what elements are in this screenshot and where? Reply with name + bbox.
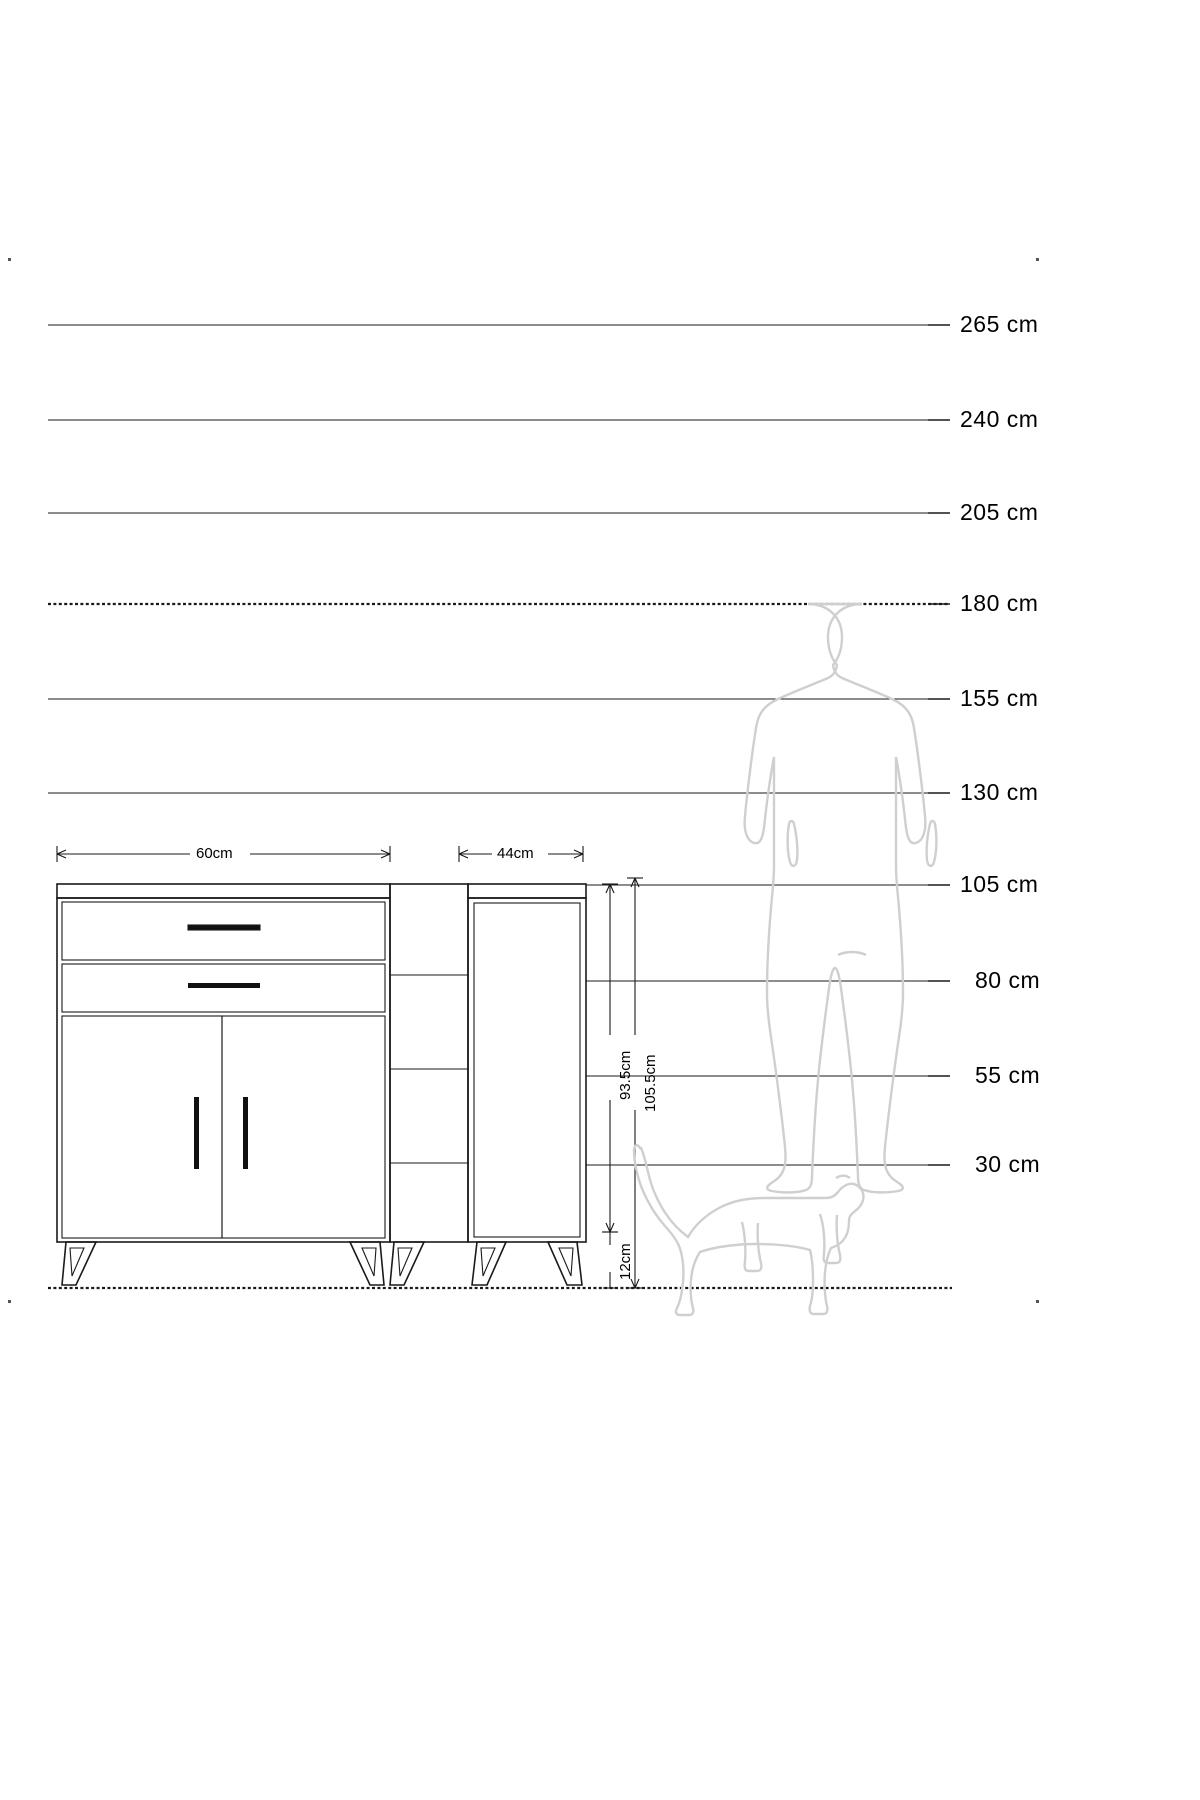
middle-cabinet-unit[interactable] — [390, 884, 468, 1285]
height-dimension-12cm — [603, 1232, 617, 1288]
human-silhouette — [745, 604, 937, 1192]
scale-label-30: 30 cm — [975, 1151, 1041, 1177]
scale-label-130: 130 cm — [960, 779, 1039, 805]
width-label-60cm: 60cm — [196, 845, 233, 862]
corner-tick-bottom-left — [8, 1300, 11, 1303]
scale-label-105: 105 cm — [960, 871, 1039, 897]
corner-tick-bottom-right — [1036, 1300, 1039, 1303]
height-label-93-5cm: 93.5cm — [617, 1050, 634, 1100]
width-label-44cm: 44cm — [497, 845, 534, 862]
scale-label-155: 155 cm — [960, 685, 1039, 711]
corner-tick-top-left — [8, 258, 11, 261]
height-label-105-5cm: 105.5cm — [642, 1054, 659, 1112]
scale-label-80: 80 cm — [975, 967, 1041, 993]
scale-lines-group — [48, 325, 948, 1165]
scale-label-240: 240 cm — [960, 406, 1039, 432]
height-dimension-93_5cm — [602, 884, 618, 1232]
sideboard-cabinet[interactable] — [57, 884, 390, 1285]
corner-tick-top-right — [1036, 258, 1039, 261]
scale-label-ticks — [928, 325, 950, 1165]
scale-label-205: 205 cm — [960, 499, 1039, 525]
scale-label-180: 180 cm — [960, 590, 1039, 616]
cat-silhouette — [634, 1145, 863, 1315]
tall-cabinet[interactable] — [468, 884, 586, 1285]
scale-label-265: 265 cm — [960, 311, 1039, 337]
scale-label-55: 55 cm — [975, 1062, 1041, 1088]
height-label-12cm: 12cm — [617, 1243, 634, 1280]
